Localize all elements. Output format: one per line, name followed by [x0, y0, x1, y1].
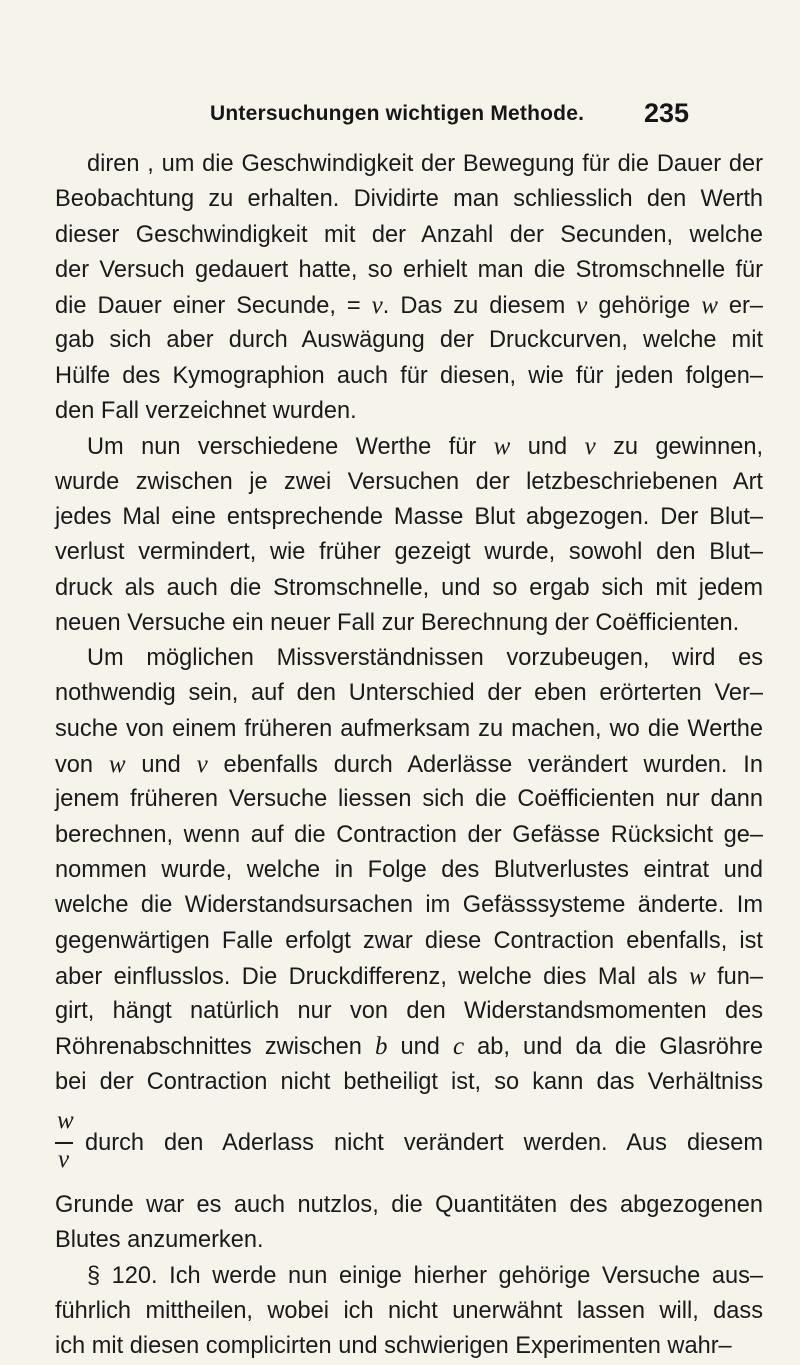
math-variable: v [371, 292, 383, 320]
text-run: von [55, 752, 109, 779]
text-run: die Dauer einer Secunde, = [55, 293, 372, 320]
text-run: gab sich aber durch Auswägung der Druckcurven, welche mit [55, 327, 763, 354]
text-run: welche die Widerstandsursachen im Gefässsysteme änderte. Im [55, 892, 763, 919]
text-run: und [125, 752, 197, 779]
text-run: aber einflusslos. Die Druckdifferenz, welche dies Mal als [55, 963, 689, 990]
body-text [55, 147, 763, 1365]
text-run: fun– [705, 963, 763, 990]
text-run: nothwendig sein, auf den Unterschied der eben erörterten Ver– [55, 680, 763, 707]
paragraph [55, 641, 763, 1258]
text-run: gehörige [587, 293, 702, 320]
text-run: ab, und da die Glasröhre [464, 1034, 763, 1061]
text-line [55, 994, 763, 1029]
text-line [55, 500, 763, 535]
math-variable: w [493, 433, 511, 461]
text-run: jedes Mal eine entsprechende Masse Blut abgezogen. Der Blut– [55, 503, 763, 530]
running-head-title: Untersuchungen wichtigen Methode. [210, 102, 585, 125]
text-run: girt, hängt natürlich nur von den Widerstandsmomenten des [55, 998, 763, 1025]
text-line [55, 747, 763, 782]
page-number: 235 [644, 98, 690, 128]
text-run: ebenfalls durch Aderlässe verändert wurden. In [207, 752, 763, 779]
math-variable: v [196, 751, 208, 779]
text-run: ich mit diesen complicirten und schwierigen Experimenten wahr– [55, 1333, 732, 1360]
text-line [55, 712, 763, 747]
text-line [55, 1294, 763, 1329]
math-variable: v [576, 292, 588, 320]
fraction-bar [55, 1142, 73, 1144]
paragraph [55, 147, 763, 429]
text-run: Grunde war es auch nutzlos, die Quantitäten des abgezogenen [55, 1192, 763, 1219]
text-run: nommen wurde, welche in Folge des Blutverlustes eintrat und [55, 856, 763, 883]
text-line [55, 959, 763, 994]
math-variable: v [584, 433, 596, 461]
text-run: jenem früheren Versuche liessen sich die Coëfficienten nur dann [55, 786, 763, 813]
fraction-line [55, 1100, 763, 1188]
text-line [55, 1065, 763, 1100]
text-run: § 120. Ich werde nun einige hierher gehörige Versuche aus– [87, 1262, 763, 1289]
text-line [55, 218, 763, 253]
text-line [55, 818, 763, 853]
fraction-numerator: w [57, 1107, 74, 1135]
fraction [55, 1100, 77, 1188]
text-line [55, 253, 763, 288]
text-run: dieser Geschwindigkeit mit der Anzahl der Secunden, welche [55, 221, 763, 248]
text-line [55, 782, 763, 817]
text-run: bei der Contraction nicht betheiligt ist, so kann das Verhältniss [55, 1068, 763, 1095]
text-run: suche von einem früheren aufmerksam zu machen, wo die Werthe [55, 715, 763, 742]
text-run: er– [717, 293, 763, 320]
math-variable: w [701, 292, 718, 320]
text-run: . Das zu diesem [382, 293, 577, 320]
text-line [55, 888, 763, 923]
text-run: und [387, 1034, 453, 1061]
text-line [55, 394, 763, 429]
text-line [55, 465, 763, 500]
text-line [55, 288, 763, 323]
text-line [55, 641, 763, 676]
text-line [55, 676, 763, 711]
math-variable: w [688, 962, 706, 990]
text-run: Röhrenabschnittes zwischen [55, 1034, 375, 1061]
text-run: berechnen, wenn auf die Contraction der Gefässe Rücksicht ge– [55, 821, 763, 848]
text-run: Blutes anzumerken. [55, 1227, 264, 1254]
text-run: diren , um die Geschwindigkeit der Bewegung für die Dauer der [87, 151, 763, 177]
text-line [55, 1188, 763, 1223]
text-run: neuen Versuche ein neuer Fall zur Berechnung der Coëfficienten. [55, 609, 740, 636]
paragraph [55, 1259, 763, 1365]
text-run: und [510, 434, 585, 461]
text-run: den Fall verzeichnet wurden. [55, 398, 357, 425]
text-run: Hülfe des Kymographion auch für diesen, wie für jeden folgen– [55, 362, 763, 389]
text-run: führlich mittheilen, wobei ich nicht unerwähnt lassen will, dass [55, 1297, 763, 1324]
text-run: der Versuch gedauert hatte, so erhielt man die Stromschnelle für [55, 256, 763, 283]
text-run: zu gewinnen, [595, 434, 763, 461]
text-run: gegenwärtigen Falle erfolgt zwar diese Contraction ebenfalls, ist [55, 927, 763, 954]
text-run: verlust vermindert, wie früher gezeigt wurde, sowohl den Blut– [55, 539, 763, 566]
math-variable: w [108, 751, 126, 779]
text-line [55, 323, 763, 358]
running-head [0, 98, 800, 142]
text-line [55, 535, 763, 570]
text-line [55, 1259, 763, 1294]
text-line [55, 924, 763, 959]
text-run: Um nun verschiedene Werthe für [87, 434, 494, 461]
text-run: wurde zwischen je zwei Versuchen der letzbeschriebenen Art [55, 468, 763, 495]
text-line [55, 1029, 763, 1064]
paragraph [55, 429, 763, 641]
text-run: Beobachtung zu erhalten. Dividirte man schliesslich den Werth [55, 186, 763, 213]
text-run: Um möglichen Missverständnissen vorzubeugen, wird es [87, 645, 763, 672]
text-run: druck als auch die Stromschnelle, und so ergab sich mit jedem [55, 574, 763, 601]
math-variable: b [374, 1033, 388, 1061]
text-line [55, 147, 763, 182]
text-line [55, 359, 763, 394]
fraction-denominator: v [58, 1146, 70, 1174]
text-line [55, 1223, 763, 1258]
fraction-line-text: durch den Aderlass nicht verändert werden. Aus diesem [85, 1130, 763, 1157]
text-line [55, 606, 763, 641]
text-line [55, 1329, 763, 1364]
math-variable: c [452, 1033, 465, 1061]
text-line [55, 571, 763, 606]
text-line [55, 182, 763, 217]
text-line [55, 853, 763, 888]
text-line [55, 429, 763, 464]
